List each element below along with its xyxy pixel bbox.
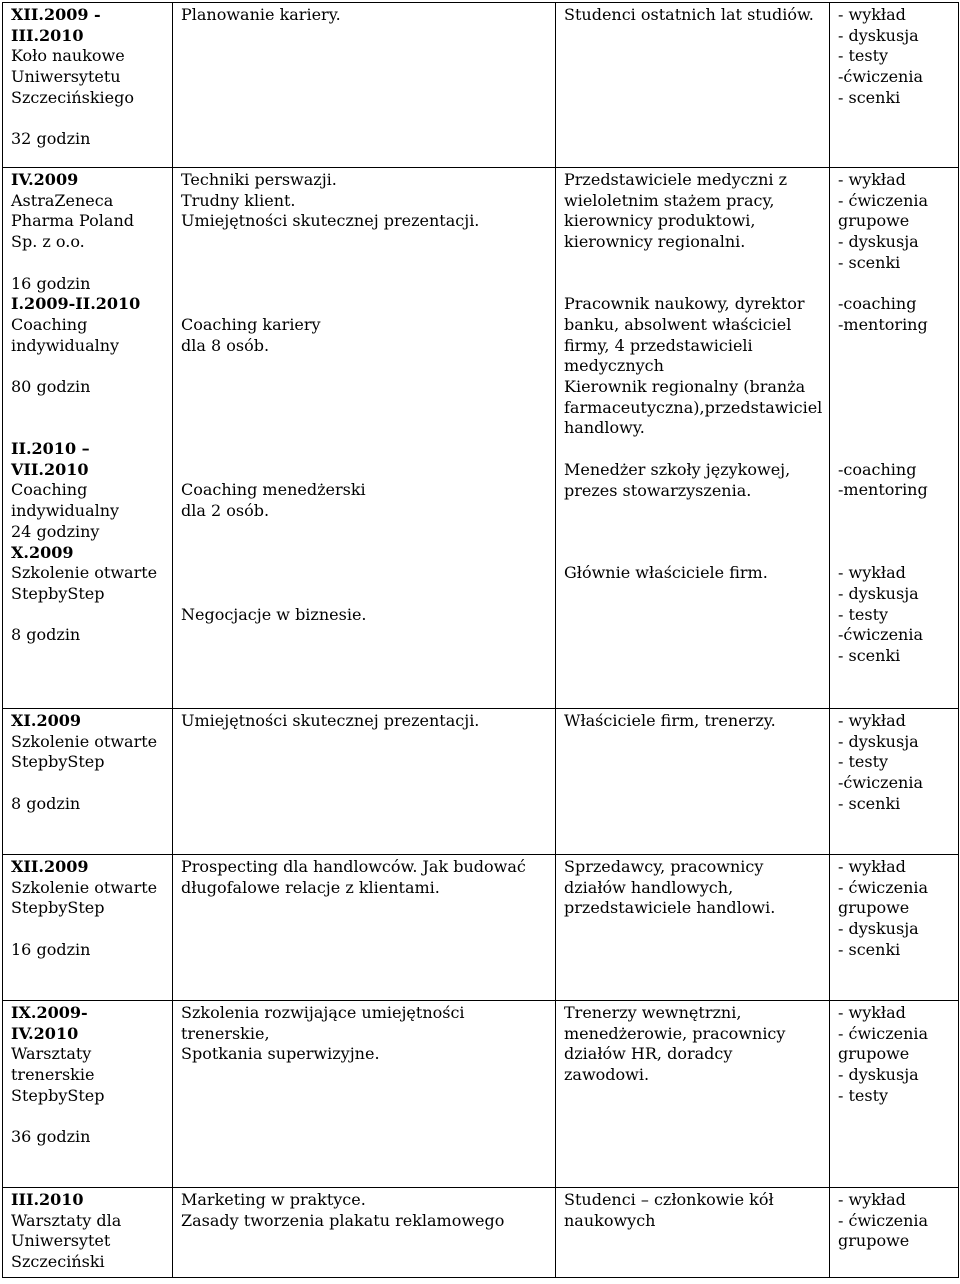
cell-line: - testy xyxy=(838,46,889,66)
cell-line: Negocjacje w biznesie. xyxy=(181,604,367,624)
cell-line: Szkolenie otwarte xyxy=(11,731,158,751)
methods-cell xyxy=(830,709,959,855)
cell-line: Szczeciński xyxy=(11,1252,105,1272)
table-row xyxy=(3,1188,959,1278)
cell-line xyxy=(181,253,549,274)
cell-line: - testy xyxy=(838,752,889,772)
cell-block xyxy=(11,294,166,439)
cell-line: XII.2009 xyxy=(11,857,89,876)
cell-line: Uniwersytetu xyxy=(11,67,121,87)
cell-line xyxy=(181,522,549,543)
participants-cell xyxy=(556,168,830,709)
cell-line: -ćwiczenia xyxy=(838,67,923,87)
cell-line: grupowe xyxy=(838,1231,910,1251)
cell-line xyxy=(11,773,166,794)
cell-line xyxy=(11,109,166,130)
date-org-cell xyxy=(3,1188,173,1278)
participants-cell xyxy=(556,1001,830,1188)
cell-line: Koło naukowe xyxy=(11,46,125,66)
topic-cell xyxy=(173,709,556,855)
training-table xyxy=(2,2,959,1278)
cell-line: 80 godzin xyxy=(11,377,91,396)
cell-line: StepbyStep xyxy=(11,752,105,772)
date-org-cell xyxy=(3,3,173,168)
cell-line xyxy=(564,522,823,543)
topic-cell xyxy=(173,3,556,168)
cell-line xyxy=(11,253,166,274)
cell-line xyxy=(564,501,823,522)
table-row xyxy=(3,709,959,855)
cell-line xyxy=(838,501,952,522)
cell-line: Właściciele firm, trenerzy. xyxy=(564,711,776,730)
cell-line: kierownicy regionalni. xyxy=(564,232,746,252)
cell-line xyxy=(838,439,952,460)
cell-line: działów HR, doradcy xyxy=(564,1044,733,1064)
cell-line: przedstawiciele handlowi. xyxy=(564,898,776,918)
cell-line: - dyskusja xyxy=(838,232,919,252)
cell-line: 8 godzin xyxy=(11,793,81,813)
cell-line: I.2009-II.2010 xyxy=(11,294,141,314)
cell-line: - ćwiczenia xyxy=(838,190,929,210)
cell-line: - dyskusja xyxy=(838,1065,919,1085)
cell-line xyxy=(11,398,166,419)
cell-line: 32 godzin xyxy=(11,129,91,149)
cell-block xyxy=(564,460,823,563)
cell-line xyxy=(181,232,549,253)
cell-line: Umiejętności skutecznej prezentacji. xyxy=(181,711,480,730)
cell-block xyxy=(838,563,952,667)
topic-cell xyxy=(173,1001,556,1188)
cell-line: Szczecińskiego xyxy=(11,87,134,107)
cell-line: dla 2 osób. xyxy=(181,501,270,521)
cell-line: - scenki xyxy=(838,939,901,959)
cell-line: Warsztaty dla xyxy=(11,1210,122,1230)
cell-line xyxy=(181,356,549,377)
cell-block xyxy=(838,170,952,294)
table-row xyxy=(3,1001,959,1188)
cell-block xyxy=(181,480,549,604)
cell-line: Pracownik naukowy, dyrektor xyxy=(564,294,805,314)
cell-line: Studenci – członkowie kół xyxy=(564,1190,774,1209)
cell-line: Coaching xyxy=(11,480,88,500)
topic-cell xyxy=(173,855,556,1001)
cell-line: Szkolenie otwarte xyxy=(11,563,158,583)
cell-line: - wykład xyxy=(838,711,906,730)
cell-line xyxy=(11,418,166,439)
cell-block xyxy=(11,543,166,647)
cell-line xyxy=(838,522,952,543)
cell-line xyxy=(181,294,549,315)
cell-line: Prospecting dla handlowców. Jak budować xyxy=(181,857,526,876)
table-row xyxy=(3,855,959,1001)
cell-line: Coaching kariery xyxy=(181,314,321,334)
cell-line: Sp. z o.o. xyxy=(11,232,85,252)
cell-line: dla 8 osób. xyxy=(181,335,270,355)
cell-line: AstraZeneca xyxy=(11,190,114,210)
cell-line: naukowych xyxy=(564,1210,656,1230)
cell-line: Kierownik regionalny (branża xyxy=(564,377,806,396)
cell-line: - testy xyxy=(838,1085,889,1105)
cell-line: - ćwiczenia xyxy=(838,1023,929,1043)
cell-line: banku, absolwent właściciel xyxy=(564,314,792,334)
cell-line: - scenki xyxy=(838,252,901,272)
cell-line: - ćwiczenia xyxy=(838,1210,929,1230)
cell-line: 16 godzin xyxy=(11,939,91,959)
topic-cell xyxy=(173,168,556,709)
cell-line: prezes stowarzyszenia. xyxy=(564,480,752,500)
cell-line: grupowe xyxy=(838,1044,910,1064)
cell-line: -ćwiczenia xyxy=(838,625,923,645)
cell-line: Planowanie kariery. xyxy=(181,5,341,24)
cell-line: StepbyStep xyxy=(11,584,105,603)
cell-line: Zasady tworzenia plakatu reklamowego xyxy=(181,1210,505,1230)
cell-line xyxy=(838,377,952,398)
cell-line: Głównie właściciele firm. xyxy=(564,563,768,583)
cell-line: długofalowe relacje z klientami. xyxy=(181,877,440,897)
cell-line xyxy=(838,543,952,564)
cell-block xyxy=(181,605,549,626)
cell-line xyxy=(564,439,823,460)
cell-block xyxy=(564,563,823,584)
cell-line xyxy=(181,377,549,398)
cell-line xyxy=(181,418,549,439)
cell-line: VII.2010 xyxy=(11,459,89,479)
cell-line: Studenci ostatnich lat studiów. xyxy=(564,5,814,24)
participants-cell xyxy=(556,709,830,855)
date-org-cell xyxy=(3,855,173,1001)
cell-line xyxy=(11,356,166,377)
cell-line: handlowy. xyxy=(564,418,645,438)
cell-line: zawodowi. xyxy=(564,1065,650,1085)
cell-line: Spotkania superwizyjne. xyxy=(181,1044,380,1064)
cell-line: firmy, 4 przedstawicieli xyxy=(564,335,753,355)
cell-block xyxy=(181,170,549,315)
date-org-cell xyxy=(3,709,173,855)
cell-line xyxy=(181,398,549,419)
cell-block xyxy=(11,439,166,543)
cell-line: - wykład xyxy=(838,1003,906,1022)
cell-line: StepbyStep xyxy=(11,1085,105,1105)
cell-line: -mentoring xyxy=(838,480,928,500)
cell-line: III.2010 xyxy=(11,25,84,45)
cell-line xyxy=(181,584,549,605)
cell-line: - wykład xyxy=(838,857,906,876)
cell-line xyxy=(838,336,952,357)
cell-block xyxy=(838,460,952,563)
cell-block xyxy=(838,294,952,460)
cell-line: Marketing w praktyce. xyxy=(181,1190,366,1209)
cell-line: grupowe xyxy=(838,898,910,918)
cell-line xyxy=(181,542,549,563)
cell-line: XII.2009 - xyxy=(11,5,101,24)
cell-block xyxy=(564,294,823,460)
cell-line: - dyskusja xyxy=(838,919,919,939)
cell-line xyxy=(564,543,823,564)
cell-line: medycznych xyxy=(564,356,664,376)
cell-line xyxy=(564,253,823,274)
cell-line: trenerskie xyxy=(11,1065,95,1085)
cell-line: - wykład xyxy=(838,563,906,583)
cell-line: grupowe xyxy=(838,211,910,231)
date-org-cell xyxy=(3,168,173,709)
cell-line: farmaceutyczna),przedstawiciel xyxy=(564,397,823,417)
cell-block xyxy=(181,315,549,481)
cell-line xyxy=(11,605,166,626)
methods-cell xyxy=(830,1001,959,1188)
cell-line: trenerskie, xyxy=(181,1023,270,1043)
table-row xyxy=(3,168,959,709)
cell-line xyxy=(11,919,166,940)
date-org-cell xyxy=(3,1001,173,1188)
cell-line: -ćwiczenia xyxy=(838,773,923,793)
cell-line: IX.2009- xyxy=(11,1003,88,1022)
cell-line: 24 godziny xyxy=(11,521,100,541)
cell-line: II.2010 – xyxy=(11,439,90,459)
cell-line: - wykład xyxy=(838,5,906,24)
cell-line: Techniki perswazji. xyxy=(181,170,337,189)
participants-cell xyxy=(556,3,830,168)
cell-line: -coaching xyxy=(838,459,917,479)
cell-line: Coaching xyxy=(11,314,88,334)
cell-line: indywidualny xyxy=(11,501,120,521)
cell-line: - scenki xyxy=(838,793,901,813)
cell-line: IV.2010 xyxy=(11,1023,79,1043)
cell-line: działów handlowych, xyxy=(564,877,734,897)
cell-block xyxy=(11,170,166,294)
cell-line: III.2010 xyxy=(11,1190,84,1209)
table-row xyxy=(3,3,959,168)
cell-line xyxy=(838,274,952,295)
cell-line: Szkolenia rozwijające umiejętności xyxy=(181,1003,465,1022)
cell-line: - dyskusja xyxy=(838,731,919,751)
cell-line xyxy=(838,398,952,419)
cell-line xyxy=(838,356,952,377)
cell-line: Przedstawiciele medyczni z xyxy=(564,170,788,189)
cell-line: 36 godzin xyxy=(11,1127,91,1147)
cell-line xyxy=(564,274,823,295)
cell-line: Pharma Poland xyxy=(11,211,135,231)
cell-line: wieloletnim stażem pracy, xyxy=(564,190,775,210)
methods-cell xyxy=(830,3,959,168)
cell-line: Warsztaty xyxy=(11,1044,92,1064)
participants-cell xyxy=(556,855,830,1001)
cell-line xyxy=(181,439,549,460)
cell-line: indywidualny xyxy=(11,335,120,355)
methods-cell xyxy=(830,1188,959,1278)
cell-line: -coaching xyxy=(838,294,917,314)
cell-line: - ćwiczenia xyxy=(838,877,929,897)
cell-line: - scenki xyxy=(838,646,901,666)
cell-line: Trenerzy wewnętrzni, xyxy=(564,1003,742,1022)
cell-line: Sprzedawcy, pracownicy xyxy=(564,857,764,876)
cell-line xyxy=(181,460,549,481)
cell-line: -mentoring xyxy=(838,314,928,334)
cell-line: - dyskusja xyxy=(838,25,919,45)
cell-line xyxy=(181,563,549,584)
methods-cell xyxy=(830,168,959,709)
cell-line: Umiejętności skutecznej prezentacji. xyxy=(181,211,480,231)
cell-line: Trudny klient. xyxy=(181,190,296,210)
cell-line: StepbyStep xyxy=(11,898,105,918)
participants-cell xyxy=(556,1188,830,1278)
cell-line: 16 godzin xyxy=(11,273,91,293)
cell-line: kierownicy produktowi, xyxy=(564,211,756,231)
cell-line: X.2009 xyxy=(11,542,74,562)
cell-line: Menedżer szkoły językowej, xyxy=(564,459,791,479)
cell-line: XI.2009 xyxy=(11,711,81,730)
cell-line: Szkolenie otwarte xyxy=(11,877,158,897)
topic-cell xyxy=(173,1188,556,1278)
cell-line: - dyskusja xyxy=(838,583,919,603)
cell-line: 8 godzin xyxy=(11,625,81,645)
cell-line xyxy=(838,418,952,439)
cell-line: IV.2009 xyxy=(11,170,79,189)
cell-line: - wykład xyxy=(838,1190,906,1209)
cell-block xyxy=(564,170,823,294)
cell-line: menedżerowie, pracownicy xyxy=(564,1023,786,1043)
cell-line: - testy xyxy=(838,604,889,624)
cell-line: - wykład xyxy=(838,170,906,189)
cell-line xyxy=(11,1107,166,1128)
methods-cell xyxy=(830,855,959,1001)
cell-line: - scenki xyxy=(838,87,901,107)
cell-line: Coaching menedżerski xyxy=(181,480,366,500)
cell-line xyxy=(181,273,549,294)
cell-line: Uniwersytet xyxy=(11,1231,111,1251)
